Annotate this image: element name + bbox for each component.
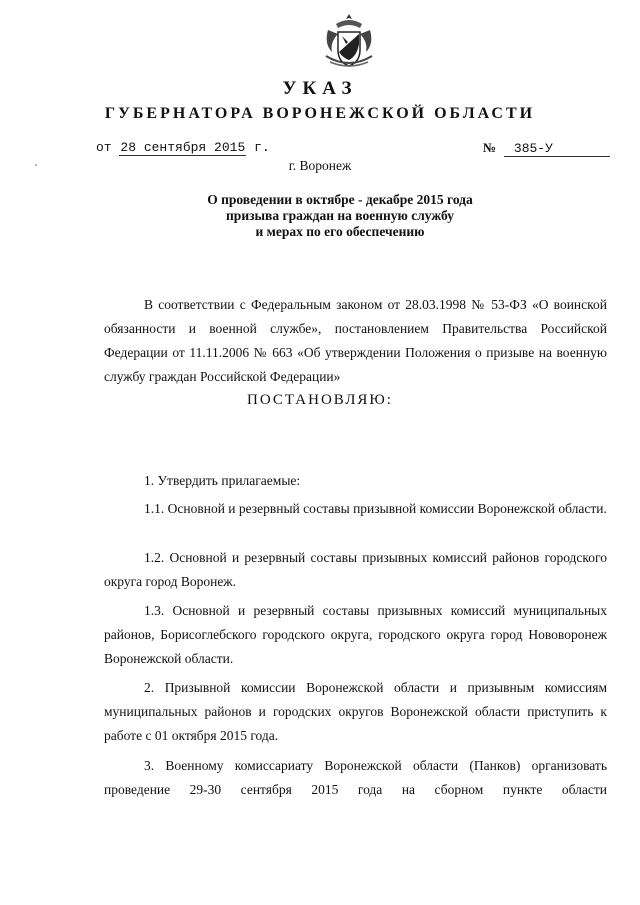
number-value: 385-У — [504, 141, 610, 157]
list-item: 2. Призывной комиссии Воронежской области и призывным комиссиям муниципальных районов и городских округов Воронежской области приступить к работе с 01 октября 2015 года. — [104, 680, 607, 743]
document-title: УКАЗ — [282, 78, 358, 99]
date-line — [96, 140, 270, 155]
date-suffix: г. — [254, 140, 270, 155]
date-prefix: от — [96, 140, 112, 155]
document-subtitle: ГУБЕРНАТОРА ВОРОНЕЖСКОЙ ОБЛАСТИ — [104, 105, 536, 122]
city: г. Воронеж — [288, 158, 352, 173]
list-item: 1.1. Основной и резервный составы призывной комиссии Воронежской области. — [144, 501, 607, 516]
list-item: 1. Утвердить прилагаемые: — [144, 473, 301, 488]
list-item: 1.2. Основной и резервный составы призывных комиссий районов городского округа город Воронеж. — [104, 550, 607, 589]
heading-line: призыва граждан на военную службу — [226, 208, 454, 223]
heading-line: и мерах по его обеспечению — [255, 224, 425, 239]
decree-word: ПОСТАНОВЛЯЮ: — [247, 392, 393, 408]
heading-line: О проведении в октябре - декабре 2015 года — [207, 192, 473, 207]
date-value: 28 сентября 2015 — [120, 140, 246, 155]
coat-of-arms-emblem — [322, 12, 376, 72]
preamble-paragraph: В соответствии с Федеральным законом от 28.03.1998 № 53-ФЗ «О воинской обязанности и военной службе», постановлением Правительства Российской Федерации от 11.11.2006 № 663 «Об утверждении Положения о призыве на военную службу граждан Российской Федерации» — [104, 297, 607, 384]
number-label: № — [483, 140, 497, 155]
list-item: 3. Военному комиссариату Воронежской области (Панков) организовать проведение 29-30 сентября 2015 года на сборном пункте области — [104, 758, 607, 797]
list-item: 1.3. Основной и резервный составы призывных комиссий муниципальных районов, Борисоглебского городского округа, городского округа город Нововоронеж Воронежской области. — [104, 603, 607, 666]
document-number — [483, 140, 610, 157]
document-heading — [160, 192, 520, 240]
